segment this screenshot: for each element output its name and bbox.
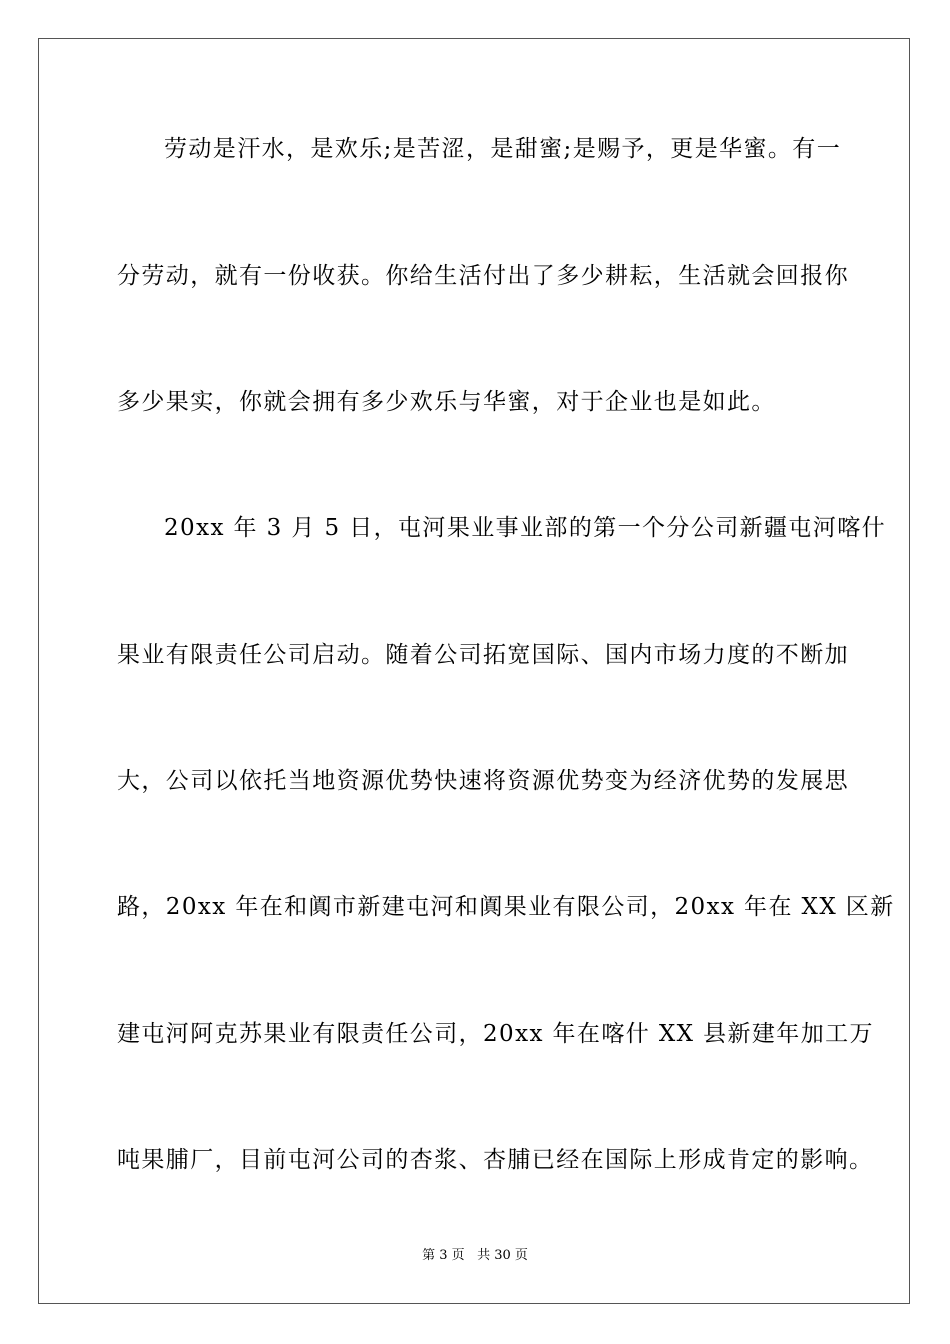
paragraph-1-line-1: 劳动是汗水，是欢乐;是苦涩，是甜蜜;是赐予，更是华蜜。有一 xyxy=(164,136,842,162)
paragraph-2-line-2: 果业有限责任公司启动。随着公司拓宽国际、国内市场力度的不断加 xyxy=(117,642,849,668)
total-page-count: 共 30 页 xyxy=(477,1248,528,1263)
paragraph-2-line-1: 20xx 年 3 月 5 日，屯河果业事业部的第一个分公司新疆屯河喀什 xyxy=(164,515,887,541)
paragraph-1-line-3: 多少果实，你就会拥有多少欢乐与华蜜，对于企业也是如此。 xyxy=(117,389,776,415)
page-footer xyxy=(0,1247,950,1265)
current-page-number: 第 3 页 xyxy=(422,1248,465,1263)
paragraph-2-line-3: 大，公司以依托当地资源优势快速将资源优势变为经济优势的发展思 xyxy=(117,768,849,794)
paragraph-2-line-5: 建屯河阿克苏果业有限责任公司，20xx 年在喀什 XX 县新建年加工万 xyxy=(117,1021,874,1047)
paragraph-1-line-2: 分劳动，就有一份收获。你给生活付出了多少耕耘，生活就会回报你 xyxy=(117,263,849,289)
page-border xyxy=(38,38,910,1304)
paragraph-2-line-4: 路，20xx 年在和阗市新建屯河和阗果业有限公司，20xx 年在 XX 区新 xyxy=(117,894,895,920)
paragraph-2-line-6: 吨果脯厂，目前屯河公司的杏浆、杏脯已经在国际上形成肯定的影响。 xyxy=(117,1147,874,1173)
